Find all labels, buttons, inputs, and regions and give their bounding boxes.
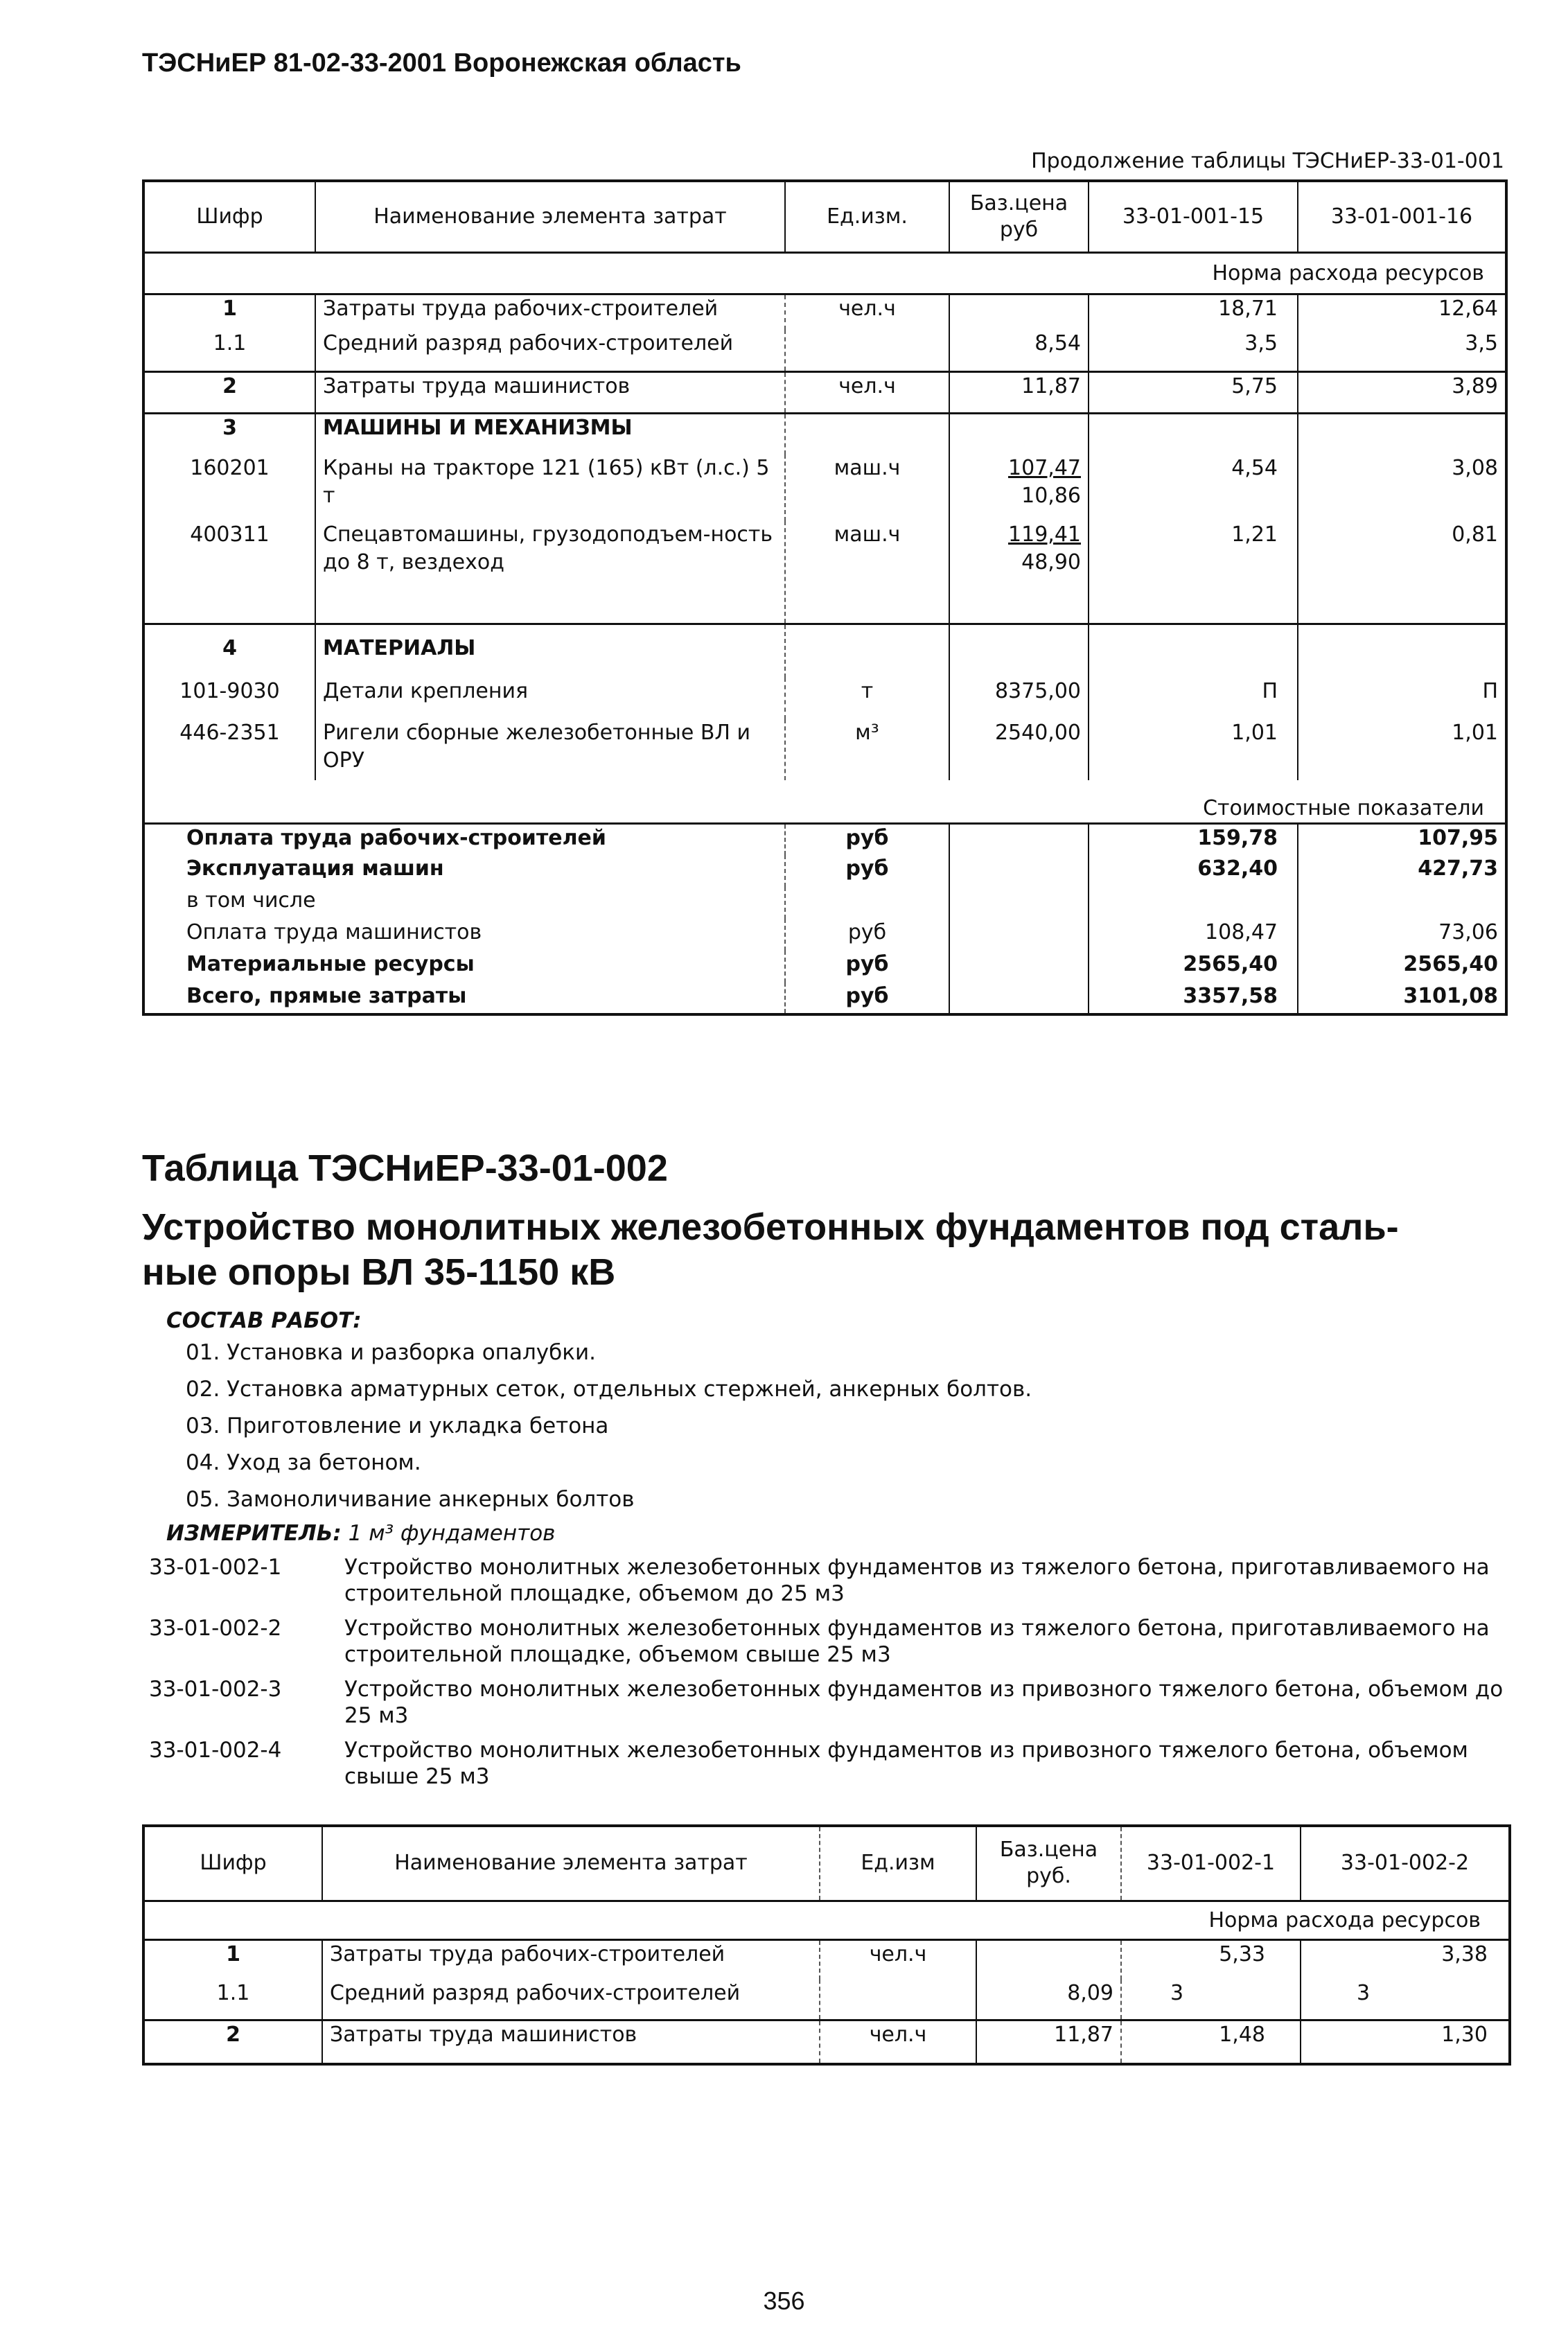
page-number: 356 [763, 2287, 805, 2315]
item-description: Устройство монолитных железобетонных фундаментов из тяжелого бетона, приготавливаемого на строительной площадке, объемом свыше 25 м3 [344, 1616, 1490, 1667]
row-value-1: П [1089, 678, 1298, 719]
row-name: Затраты труда машинистов [322, 2020, 820, 2064]
work-item: 03. Приготовление и укладка бетона [186, 1414, 609, 1438]
row-unit: м³ [785, 719, 949, 780]
row-code: 400311 [143, 521, 315, 624]
empty-cell [1298, 624, 1506, 678]
row-price [949, 521, 1089, 624]
summary-unit: руб [785, 919, 949, 951]
summary-value-1: 108,47 [1089, 919, 1298, 951]
summary-row [143, 983, 1506, 1014]
summary-row [143, 887, 1506, 919]
summary-value-2: 427,73 [1298, 855, 1506, 887]
row-price: 11,87 [976, 2020, 1121, 2064]
summary-name: Оплата труда рабочих-строителей [186, 825, 606, 850]
summary-row [143, 855, 1506, 887]
norma-label: Норма расхода ресурсов [143, 252, 1506, 294]
empty-cell [785, 413, 949, 455]
norma-row [143, 1901, 1510, 1939]
summary-value-1: 632,40 [1089, 855, 1298, 887]
row-value-1: 3 [1121, 1980, 1301, 2020]
work-item: 04. Уход за бетоном. [186, 1450, 421, 1475]
empty-cell [785, 624, 949, 678]
empty-cell [949, 919, 1089, 951]
table-row [143, 719, 1506, 780]
row-value-2: 3 [1301, 1980, 1510, 2020]
table-header-row [143, 181, 1506, 252]
row-unit: чел.ч [820, 1939, 976, 1980]
row-value-2: 3,5 [1298, 330, 1506, 371]
row-price: 8,54 [949, 330, 1089, 371]
work-item: 05. Замоноличивание анкерных болтов [186, 1487, 635, 1512]
work-item: 01. Установка и разборка опалубки. [186, 1340, 596, 1365]
measure-line [166, 1521, 555, 1546]
row-value-1: 1,01 [1089, 719, 1298, 780]
col-header: Шифр [143, 1826, 322, 1901]
section-title-line1: Устройство монолитных железобетонных фундаментов под сталь- [142, 1206, 1399, 1248]
row-name: Затраты труда машинистов [315, 371, 785, 413]
summary-row [143, 823, 1506, 855]
summary-value-1: 2565,40 [1089, 951, 1298, 983]
item-row [149, 1676, 1535, 1729]
col-header: Ед.изм. [785, 181, 949, 252]
item-row [149, 1737, 1535, 1790]
col-header: 33-01-001-16 [1298, 181, 1506, 252]
col-header: Наименование элемента затрат [315, 181, 785, 252]
row-value-2: 3,08 [1298, 455, 1506, 521]
row-code: 2 [143, 371, 315, 413]
item-description: Устройство монолитных железобетонных фундаментов из тяжелого бетона, приготавливаемого на строительной площадке, объемом до 25 м3 [344, 1555, 1490, 1606]
row-value-2: 0,81 [1298, 521, 1506, 624]
table-row [143, 371, 1506, 413]
table-title: Таблица ТЭСНиЕР-33-01-002 [142, 1147, 668, 1189]
col-header: Баз.цена руб [949, 181, 1089, 252]
row-name: Средний разряд рабочих-строителей [322, 1980, 820, 2020]
row-value-2: П [1298, 678, 1506, 719]
row-value-1: 1,21 [1089, 521, 1298, 624]
row-unit: т [785, 678, 949, 719]
table-row [143, 1939, 1510, 1980]
empty-cell [949, 413, 1089, 455]
empty-cell [949, 624, 1089, 678]
summary-name: Материальные ресурсы [186, 952, 475, 976]
row-price [976, 1939, 1121, 1980]
row-name: Спецавтомашины, грузодоподъем-ность до 8 т, вездеход [315, 521, 785, 624]
row-price [949, 455, 1089, 521]
price-numerator: 119,41 [1008, 522, 1081, 547]
work-item: 02. Установка арматурных сеток, отдельных стержней, анкерных болтов. [186, 1377, 1032, 1402]
summary-value-2: 107,95 [1298, 823, 1506, 855]
row-value-2: 1,01 [1298, 719, 1506, 780]
table-row [143, 678, 1506, 719]
table-33-01-001 [142, 179, 1508, 1016]
item-row [149, 1615, 1535, 1668]
item-description: Устройство монолитных железобетонных фундаментов из привозного тяжелого бетона, объемом до 25 м3 [344, 1677, 1504, 1728]
row-price: 11,87 [949, 371, 1089, 413]
stoim-row [143, 780, 1506, 823]
col-header: 33-01-001-15 [1089, 181, 1298, 252]
table-row [143, 455, 1506, 521]
table-row [143, 1980, 1510, 2020]
row-price: 8,09 [976, 1980, 1121, 2020]
works-list [186, 1339, 1032, 1522]
summary-value-2: 73,06 [1298, 919, 1506, 951]
works-label: СОСТАВ РАБОТ: [166, 1308, 362, 1333]
table-row [143, 2020, 1510, 2064]
empty-cell [1298, 413, 1506, 455]
empty-cell [949, 951, 1089, 983]
row-value-1: 4,54 [1089, 455, 1298, 521]
stoim-label: Стоимостные показатели [143, 780, 1506, 823]
row-name: МАТЕРИАЛЫ [315, 624, 785, 678]
table-row [143, 521, 1506, 624]
col-header: 33-01-002-2 [1301, 1826, 1510, 1901]
empty-cell [949, 983, 1089, 1014]
row-name: Затраты труда рабочих-строителей [315, 294, 785, 330]
row-value-2: 12,64 [1298, 294, 1506, 330]
items-list [149, 1554, 1535, 1798]
row-value-1: 1,48 [1121, 2020, 1301, 2064]
empty-cell [949, 823, 1089, 855]
summary-name: в том числе [186, 888, 316, 913]
empty-cell [949, 855, 1089, 887]
table-row [143, 330, 1506, 371]
row-price: 8375,00 [949, 678, 1089, 719]
row-code: 2 [226, 2022, 240, 2047]
row-value-2: 1,30 [1301, 2020, 1510, 2064]
row-code: 1.1 [143, 330, 315, 371]
item-code: 33-01-002-4 [149, 1738, 282, 1763]
row-unit: маш.ч [785, 455, 949, 521]
summary-name: Эксплуатация машин [186, 856, 444, 881]
summary-value-2 [1298, 887, 1506, 919]
measure-label: ИЗМЕРИТЕЛЬ: [166, 1521, 342, 1546]
row-name: Краны на тракторе 121 (165) кВт (л.с.) 5 т [315, 455, 785, 521]
row-unit: чел.ч [785, 294, 949, 330]
summary-value-2: 3101,08 [1298, 983, 1506, 1014]
empty-cell [1089, 413, 1298, 455]
norma-row [143, 252, 1506, 294]
item-code: 33-01-002-3 [149, 1677, 282, 1702]
page-header: ТЭСНиЕР 81-02-33-2001 Воронежская область [142, 49, 741, 78]
row-value-1: 5,33 [1121, 1939, 1301, 1980]
empty-cell [949, 887, 1089, 919]
row-code: 101-9030 [179, 679, 280, 703]
summary-unit: руб [785, 951, 949, 983]
row-code: 3 [222, 415, 237, 440]
row-unit: чел.ч [820, 2020, 976, 2064]
row-code: 4 [222, 635, 237, 660]
row-unit [785, 330, 949, 371]
row-price: 2540,00 [949, 719, 1089, 780]
row-name: Ригели сборные железобетонные ВЛ и ОРУ [315, 719, 785, 780]
row-code: 160201 [190, 456, 270, 480]
row-name: Детали крепления [315, 678, 785, 719]
row-value-2: 3,89 [1298, 371, 1506, 413]
table-header-row [143, 1826, 1510, 1901]
row-price [949, 294, 1089, 330]
summary-value-1 [1089, 887, 1298, 919]
table-row [143, 413, 1506, 455]
table-continuation-label: Продолжение таблицы ТЭСНиЕР-33-01-001 [1031, 149, 1504, 173]
summary-value-1: 3357,58 [1089, 983, 1298, 1014]
row-name: Средний разряд рабочих-строителей [315, 330, 785, 371]
row-value-1: 18,71 [1089, 294, 1298, 330]
row-value-1: 3,5 [1089, 330, 1298, 371]
summary-unit: руб [785, 855, 949, 887]
item-code: 33-01-002-2 [149, 1616, 282, 1641]
summary-name: Всего, прямые затраты [186, 984, 467, 1008]
item-row [149, 1554, 1535, 1607]
summary-unit [785, 887, 949, 919]
row-code: 1 [222, 296, 237, 321]
col-header: Баз.цена руб. [976, 1826, 1121, 1901]
summary-value-1: 159,78 [1089, 823, 1298, 855]
row-unit: чел.ч [785, 371, 949, 413]
row-unit: маш.ч [785, 521, 949, 624]
row-name: МАШИНЫ И МЕХАНИЗМЫ [315, 413, 785, 455]
row-unit [820, 1980, 976, 2020]
table-row [143, 294, 1506, 330]
summary-row [143, 951, 1506, 983]
col-header: Ед.изм [820, 1826, 976, 1901]
row-code: 446-2351 [179, 721, 280, 745]
row-name: Затраты труда рабочих-строителей [322, 1939, 820, 1980]
section-title-line2: ные опоры ВЛ 35-1150 кВ [142, 1251, 616, 1293]
col-header: Шифр [143, 181, 315, 252]
item-code: 33-01-002-1 [149, 1555, 282, 1580]
empty-cell [1089, 624, 1298, 678]
measure-value: 1 м³ фундаментов [348, 1521, 556, 1546]
col-header: 33-01-002-1 [1121, 1826, 1301, 1901]
row-code: 1 [226, 1941, 240, 1966]
price-denominator: 48,90 [1021, 550, 1081, 574]
price-numerator: 107,47 [1008, 456, 1081, 480]
table-row [143, 624, 1506, 678]
row-value-1: 5,75 [1089, 371, 1298, 413]
norma-label: Норма расхода ресурсов [143, 1901, 1510, 1939]
summary-unit: руб [785, 823, 949, 855]
col-header: Наименование элемента затрат [322, 1826, 820, 1901]
price-denominator: 10,86 [1021, 484, 1081, 508]
row-code: 1.1 [143, 1980, 322, 2020]
summary-name: Оплата труда машинистов [186, 920, 482, 944]
item-description: Устройство монолитных железобетонных фундаментов из привозного тяжелого бетона, объемом свыше 25 м3 [344, 1738, 1468, 1789]
summary-value-2: 2565,40 [1298, 951, 1506, 983]
table-33-01-002 [142, 1824, 1511, 2066]
summary-row [143, 919, 1506, 951]
row-value-2: 3,38 [1301, 1939, 1510, 1980]
summary-unit: руб [785, 983, 949, 1014]
